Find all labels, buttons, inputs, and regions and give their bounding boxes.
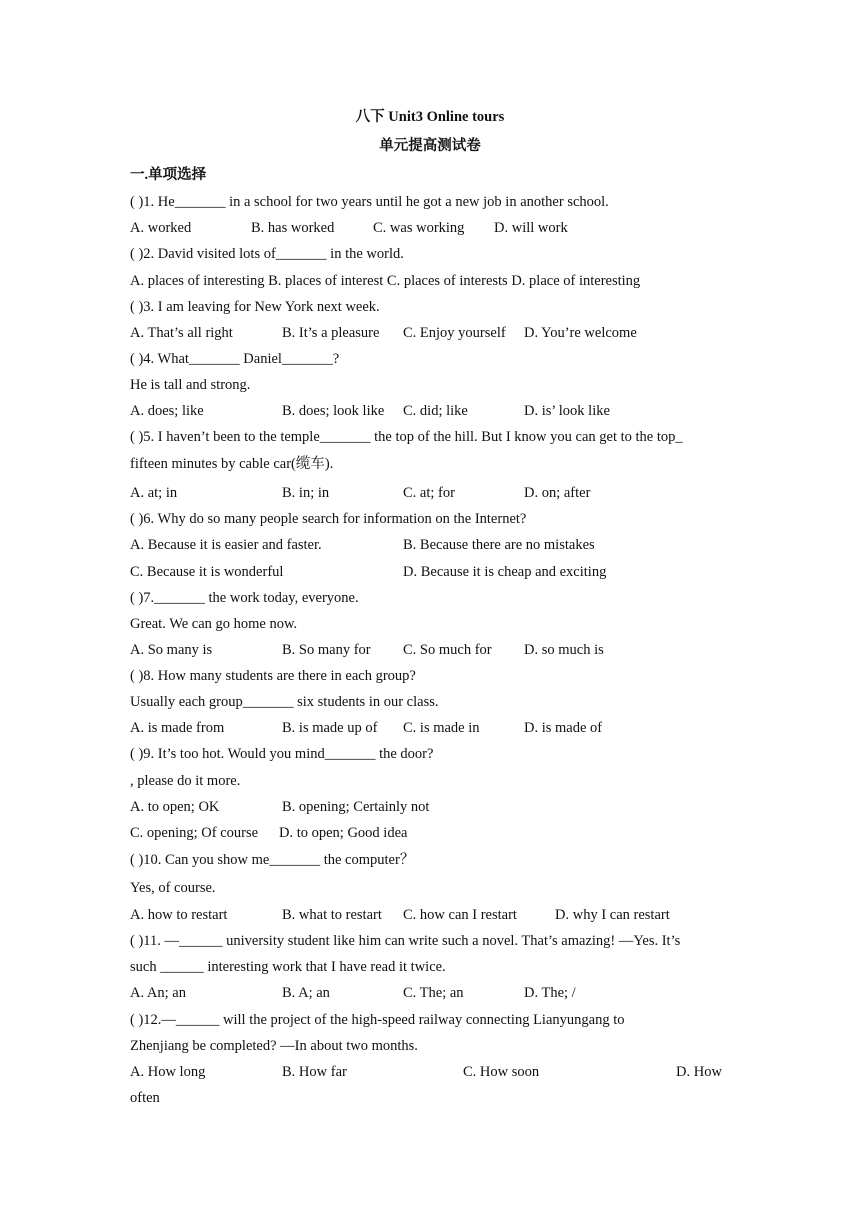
q9-option-a: A. to open; OK: [130, 799, 220, 815]
document-subtitle: 单元提高测试卷: [379, 138, 481, 154]
question-3-stem: ( )3. I am leaving for New York next week.: [130, 299, 380, 315]
q12-option-d: D. How: [676, 1064, 722, 1080]
q2-options: A. places of interesting B. places of interest C. places of interests D. place of interesting: [130, 273, 641, 289]
q6-option-a: A. Because it is easier and faster.: [130, 537, 322, 553]
question-5-stem-cont: fifteen minutes by cable car(缆车).: [130, 456, 334, 472]
q9-option-d: D. to open; Good idea: [279, 825, 408, 841]
q3-option-b: B. It’s a pleasure: [282, 325, 380, 341]
q10-option-b: B. what to restart: [282, 907, 382, 923]
q6-option-d: D. Because it is cheap and exciting: [403, 564, 607, 580]
q7-option-b: B. So many for: [282, 642, 371, 658]
q12-option-a: A. How long: [130, 1064, 206, 1080]
q11-option-a: A. An; an: [130, 985, 186, 1001]
q8-option-d: D. is made of: [524, 720, 603, 736]
question-9-stem: ( )9. It’s too hot. Would you mind_______ the door?: [130, 746, 434, 762]
question-11-stem-cont: such ______ interesting work that I have read it twice.: [130, 959, 446, 975]
q1-option-a: A. worked: [130, 220, 192, 236]
q12-option-d-cont: often: [130, 1090, 160, 1106]
q4-option-d: D. is’ look like: [524, 403, 610, 419]
q4-option-c: C. did; like: [403, 403, 468, 419]
q10-option-c: C. how can I restart: [403, 907, 517, 923]
question-6-stem: ( )6. Why do so many people search for information on the Internet?: [130, 511, 527, 527]
question-12-stem-cont: Zhenjiang be completed? —In about two months.: [130, 1038, 418, 1054]
question-5-stem: ( )5. I haven’t been to the temple_______ the top of the hill. But I know you can get to the top_: [130, 429, 683, 445]
q7-option-c: C. So much for: [403, 642, 492, 658]
q11-option-c: C. The; an: [403, 985, 464, 1001]
q5-option-d: D. on; after: [524, 485, 591, 501]
q9-response: , please do it more.: [130, 773, 241, 789]
question-10-stem: ( )10. Can you show me_______ the computer？: [130, 852, 415, 868]
q1-option-c: C. was working: [373, 220, 465, 236]
q1-option-d: D. will work: [494, 220, 568, 236]
q10-response: Yes, of course.: [130, 880, 216, 896]
q8-option-a: A. is made from: [130, 720, 225, 736]
q4-option-b: B. does; look like: [282, 403, 385, 419]
document-title: 八下 Unit3 Online tours: [355, 109, 505, 125]
q5-option-c: C. at; for: [403, 485, 455, 501]
q4-response: He is tall and strong.: [130, 377, 251, 393]
q6-option-c: C. Because it is wonderful: [130, 564, 284, 580]
q9-option-b: B. opening; Certainly not: [282, 799, 430, 815]
q10-option-d: D. why I can restart: [555, 907, 670, 923]
q4-option-a: A. does; like: [130, 403, 204, 419]
q9-option-c: C. opening; Of course: [130, 825, 259, 841]
q11-option-d: D. The; /: [524, 985, 576, 1001]
q5-option-b: B. in; in: [282, 485, 330, 501]
q12-option-b: B. How far: [282, 1064, 347, 1080]
q6-option-b: B. Because there are no mistakes: [403, 537, 595, 553]
section-heading: 一.单项选择: [130, 167, 207, 183]
q11-option-b: B. A; an: [282, 985, 330, 1001]
question-1-stem: ( )1. He_______ in a school for two years until he got a new job in another school.: [130, 194, 609, 210]
question-2-stem: ( )2. David visited lots of_______ in the world.: [130, 246, 404, 262]
q8-option-b: B. is made up of: [282, 720, 378, 736]
q1-option-b: B. has worked: [251, 220, 335, 236]
q7-option-d: D. so much is: [524, 642, 604, 658]
q10-option-a: A. how to restart: [130, 907, 228, 923]
q3-option-c: C. Enjoy yourself: [403, 325, 506, 341]
q3-option-a: A. That’s all right: [130, 325, 233, 341]
q7-response: Great. We can go home now.: [130, 616, 298, 632]
q7-option-a: A. So many is: [130, 642, 213, 658]
question-8-stem: ( )8. How many students are there in each group?: [130, 668, 416, 684]
question-4-stem: ( )4. What_______ Daniel_______?: [130, 351, 340, 367]
q8-response: Usually each group_______ six students in our class.: [130, 694, 439, 710]
question-12-stem: ( )12.—______ will the project of the high-speed railway connecting Lianyungang to: [130, 1012, 625, 1028]
question-7-stem: ( )7._______ the work today, everyone.: [130, 590, 359, 606]
q3-option-d: D. You’re welcome: [524, 325, 637, 341]
q8-option-c: C. is made in: [403, 720, 480, 736]
question-11-stem: ( )11. —______ university student like him can write such a novel. That’s amazing! —Yes. It’s: [130, 933, 681, 949]
q5-option-a: A. at; in: [130, 485, 178, 501]
q12-option-c: C. How soon: [463, 1064, 540, 1080]
